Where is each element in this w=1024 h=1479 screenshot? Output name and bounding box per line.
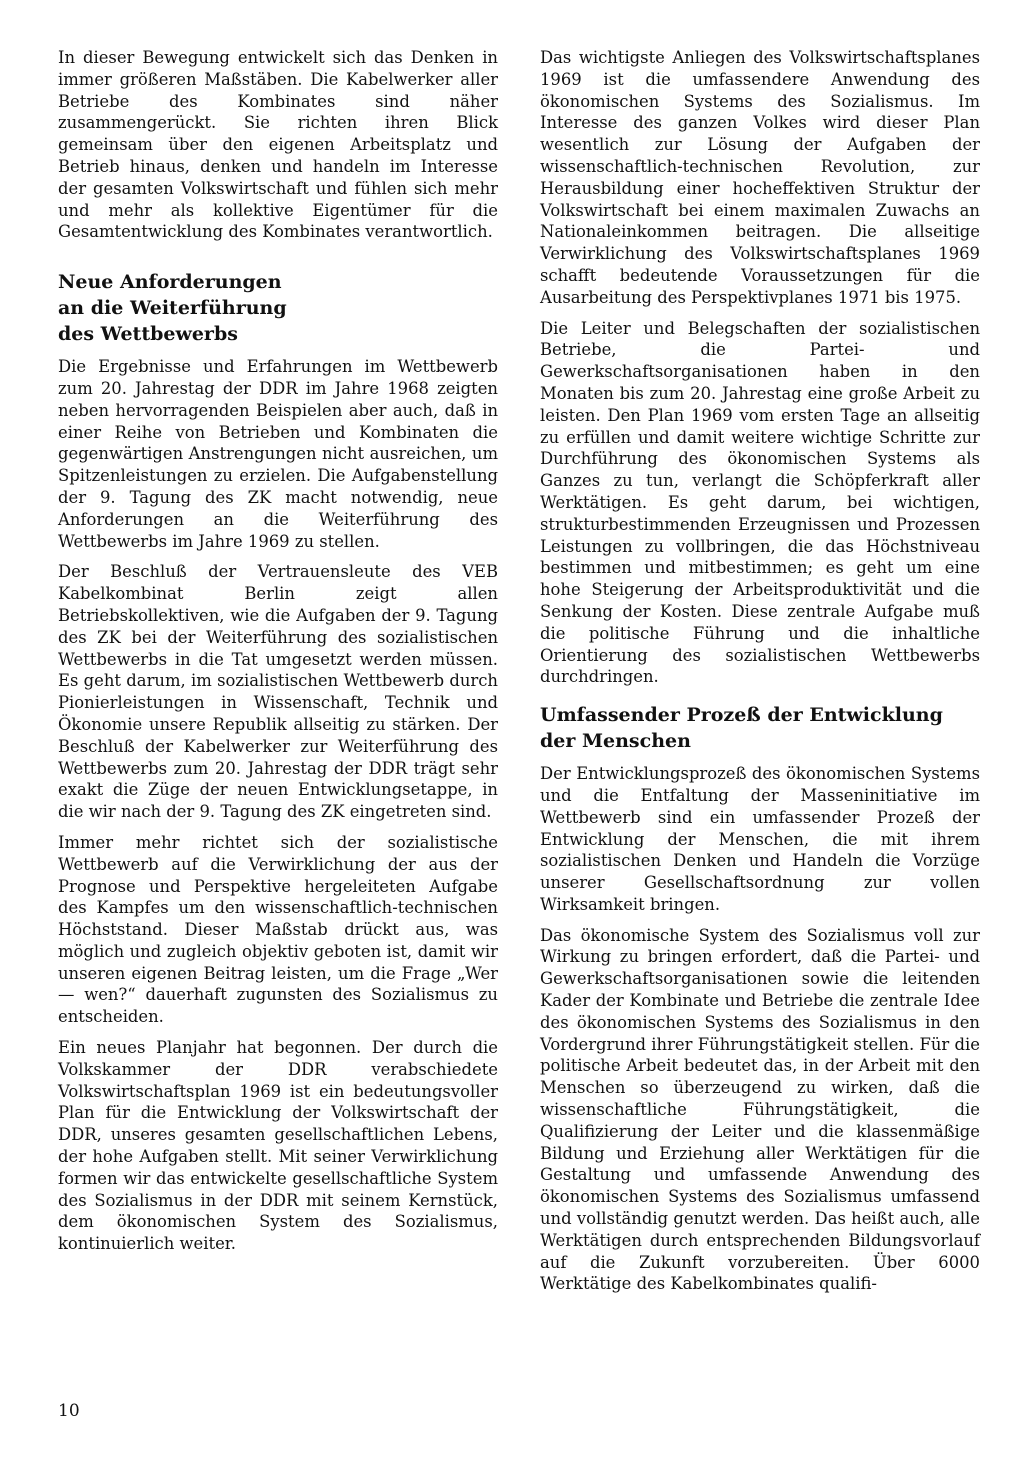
heading-line: der Menschen — [540, 730, 691, 753]
heading-line: Neue Anforderungen — [58, 271, 282, 294]
intro-paragraph: In dieser Bewegung entwickelt sich das Denken in immer größeren Maßstäben. Die Kabelwerker aller Betriebe des Kombinates sind näher zusammengerückt. Sie richten ihren Blick gemeinsam über den eigenen Arbeitsplatz und Betrieb hinaus, denken und handeln im Interesse der gesamten Volkswirtschaft und fühlen sich mehr und mehr als kollektive Eigentümer für die Gesamtentwicklung des Kombinates verantwortlich. — [58, 48, 498, 242]
body-paragraph: Das wichtigste Anliegen des Volkswirtschaftsplanes 1969 ist die umfassendere Anwendung des ökonomischen Systems des Sozialismus. Im Interesse des ganzen Volkes wird dieser Plan wesentlich zur Lösung der Aufgaben der wissenschaftlich-technischen Revolution, zur Herausbildung einer hocheffektiven Struktur der Volkswirtschaft bei einem maximalen Zuwachs an Nationaleinkommen beitragen. Die allseitige Verwirklichung des Volkswirtschaftsplanes 1969 schafft bedeutende Voraussetzungen für die Ausarbeitung des Perspektivplanes 1971 bis 1975. — [540, 48, 980, 307]
heading-line: Umfassender Prozeß der Entwicklung — [540, 704, 943, 727]
body-paragraph: Ein neues Planjahr hat begonnen. Der durch die Volkskammer der DDR verabschiedete Volkswirtschaftsplan 1969 ist ein bedeutungsvoller Plan für die Entwicklung der Volkswirtschaft der DDR, unseres gesamten gesellschaftlichen Lebens, der hohe Aufgaben stellt. Mit seiner Verwirklichung formen wir das entwickelte gesellschaftliche System des Sozialismus in der DDR mit seinem Kernstück, dem ökonomischen System des Sozialismus, kontinuierlich weiter. — [58, 1038, 498, 1254]
body-paragraph: Die Leiter und Belegschaften der sozialistischen Betriebe, die Partei- und Gewerkschaftsorganisationen haben in den Monaten bis zum 20. Jahrestag eine große Arbeit zu leisten. Den Plan 1969 vom ersten Tage an allseitig zu erfüllen und damit weitere wichtige Schritte zur Durchführung des ökonomischen Systems als Ganzes zu tun, verlangt die Schöpferkraft aller Werktätigen. Es geht darum, bei wichtigen, strukturbestimmenden Erzeugnissen und Prozessen Leistungen zu vollbringen, die das Höchstniveau bestimmen und mitbestimmen; es geht um eine hohe Steigerung der Arbeitsproduktivität und die Senkung der Kosten. Diese zentrale Aufgabe muß die politische Führung und die inhaltliche Orientierung des sozialistischen Wettbewerbs durchdringen. — [540, 318, 980, 687]
page-number: 10 — [58, 1401, 80, 1421]
body-paragraph: Der Beschluß der Vertrauensleute des VEB Kabelkombinat Berlin zeigt allen Betriebskollektiven, wie die Aufgaben der 9. Tagung des ZK bei der Weiterführung des sozialistischen Wettbewerbs in die Tat umgesetzt werden müssen. Es geht darum, im sozialistischen Wettbewerb durch Pionierleistungen in Wissenschaft, Technik und Ökonomie unsere Republik allseitig zu stärken. Der Beschluß der Kabelwerker zur Weiterführung des Wettbewerbs zum 20. Jahrestag der DDR trägt sehr exakt die Züge der neuen Entwicklungsetappe, in die wir nach der 9. Tagung des ZK eingetreten sind. — [58, 562, 498, 822]
section-heading-umfassender-prozess — [540, 702, 980, 754]
body-paragraph: Das ökonomische System des Sozialismus voll zur Wirkung zu bringen erfordert, daß die Partei- und Gewerkschaftsorganisationen sowie die leitenden Kader der Kombinate und Betriebe die zentrale Idee des ökonomischen Systems des Sozialismus in den Vordergrund ihrer Führungstätigkeit stellen. Für die politische Arbeit bedeutet das, in der Arbeit mit den Menschen so überzeugend zu wirken, daß die wissenschaftliche Führungstätigkeit, die Qualifizierung der Leiter und die klassenmäßige Bildung und Erziehung aller Werktätigen für die Gestaltung und umfassende Anwendung des ökonomischen Systems des Sozialismus umfassend und vollständig genutzt werden. Das heißt auch, alle Werktätigen durch entsprechenden Bildungsvorlauf auf die Zukunft vorzubereiten. Über 6000 Werktätige des Kabelkombinates qualifi- — [540, 925, 980, 1294]
right-column — [540, 47, 980, 1304]
body-paragraph: Immer mehr richtet sich der sozialistische Wettbewerb auf die Verwirklichung der aus der Prognose und Perspektive hergeleiteten Aufgabe des Kampfes um den wissenschaftlich-technischen Höchststand. Dieser Maßstab drückt aus, was möglich und zugleich objektiv geboten ist, damit wir unseren eigenen Beitrag leisten, um die Frage „Wer — wen?“ dauerhaft zugunsten des Sozialismus zu entscheiden. — [58, 832, 498, 1027]
section-heading-neue-anforderungen — [58, 269, 498, 347]
body-paragraph: Die Ergebnisse und Erfahrungen im Wettbewerb zum 20. Jahrestag der DDR im Jahre 1968 zeigten neben hervorragenden Beispielen aber auch, daß in einer Reihe von Betrieben und Kombinaten die gegenwärtigen Anstrengungen nicht ausreichen, um Spitzenleistungen zu erzielen. Die Aufgabenstellung der 9. Tagung des ZK macht notwendig, neue Anforderungen an die Weiterführung des Wettbewerbs im Jahre 1969 zu stellen. — [58, 357, 498, 551]
heading-line: an die Weiterführung — [58, 297, 287, 320]
heading-line: des Wettbewerbs — [58, 323, 238, 346]
body-paragraph: Der Entwicklungsprozeß des ökonomischen Systems und die Entfaltung der Masseninitiative im Wettbewerb sind ein umfassender Prozeß der Entwicklung der Menschen, die mit ihrem sozialistischen Denken und Handeln die Vorzüge unserer Gesellschaftsordnung zur vollen Wirksamkeit bringen. — [540, 764, 980, 914]
left-column — [58, 47, 498, 1264]
